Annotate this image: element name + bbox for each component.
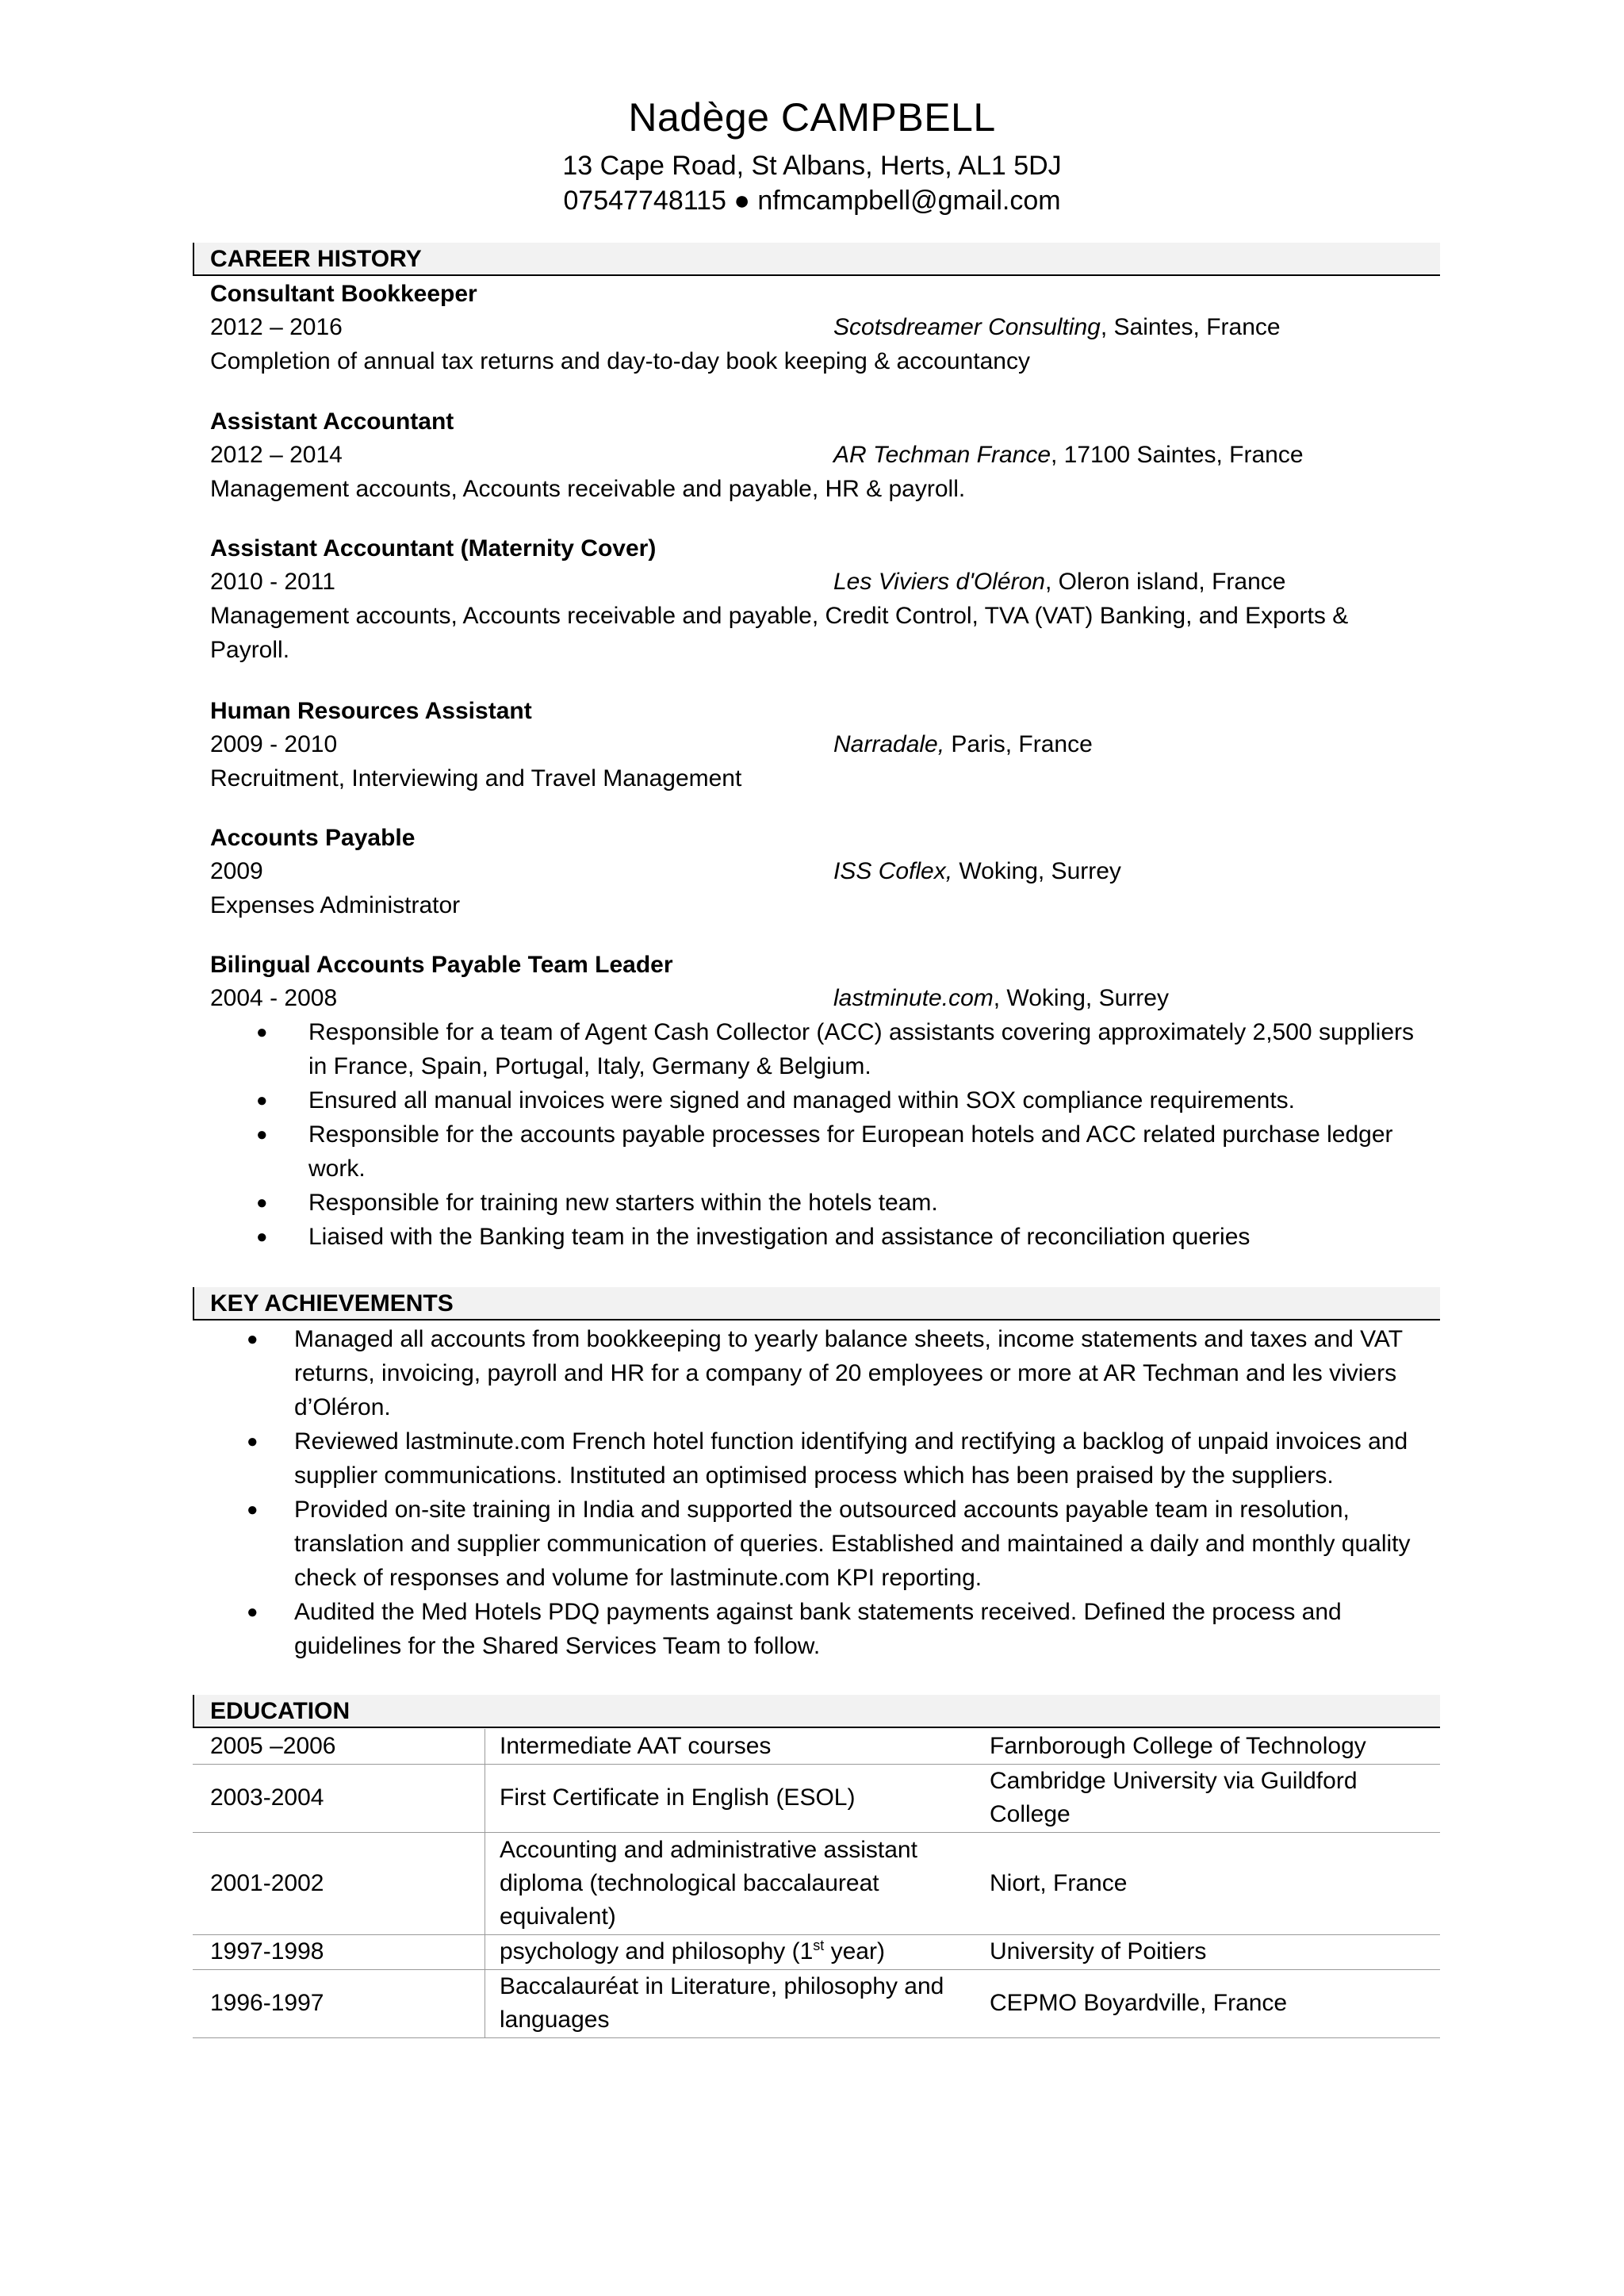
table-row — [193, 1934, 1440, 1969]
achievement-text: Reviewed lastminute.com French hotel function identifying and rectifying a backlog of unpaid invoices and supplier communications. Instituted an optimised process which has been praised by the suppliers. — [294, 1428, 1408, 1489]
company-name: Narradale, — [833, 731, 945, 757]
course-text: year) — [824, 1938, 885, 1964]
job-employer — [833, 855, 1121, 888]
edu-years: 2005 –2006 — [193, 1729, 485, 1764]
section-heading-career: CAREER HISTORY — [193, 243, 1440, 276]
course-superscript: st — [813, 1938, 825, 1953]
table-row — [193, 1969, 1440, 2037]
company-name: Les Viviers d'Oléron — [833, 569, 1045, 595]
job-entry — [210, 695, 1439, 795]
candidate-name: Nadège CAMPBELL — [628, 95, 996, 140]
bullet-text: Responsible for training new starters within the hotels team. — [308, 1190, 938, 1216]
bullet-icon: ● — [256, 1124, 268, 1145]
edu-institution: Niort, France — [971, 1832, 1440, 1934]
job-period: 2012 – 2016 — [210, 314, 343, 340]
edu-years: 1997-1998 — [193, 1934, 485, 1969]
job-description: Expenses Administrator — [210, 892, 461, 918]
table-row — [193, 1729, 1440, 1764]
job-description: Management accounts, Accounts receivable and payable, Credit Control, TVA (VAT) Banking, and Exports & Payroll. — [210, 603, 1349, 663]
job-title: Assistant Accountant — [210, 408, 454, 435]
bullet-text: Responsible for the accounts payable processes for European hotels and ACC related purchase ledger work. — [308, 1121, 1393, 1182]
company-name: AR Techman France — [833, 442, 1051, 468]
edu-institution: Cambridge University via Guildford College — [971, 1764, 1440, 1832]
edu-course: Accounting and administrative assistant diploma (technological baccalaureat equivalent) — [485, 1832, 971, 1934]
bullet-text: Responsible for a team of Agent Cash Collector (ACC) assistants covering approximately 2,500 suppliers in France, Spain, Portugal, Italy, Germany & Belgium. — [308, 1019, 1415, 1079]
company-location: Paris, France — [944, 731, 1093, 757]
job-title: Accounts Payable — [210, 825, 416, 851]
table-row — [193, 1764, 1440, 1832]
list-item — [210, 1083, 1431, 1117]
section-heading-education: EDUCATION — [193, 1695, 1440, 1728]
course-text: psychology and philosophy (1 — [500, 1938, 814, 1964]
company-name: Scotsdreamer Consulting — [833, 314, 1101, 340]
job-entry — [210, 949, 1439, 1254]
job-employer — [833, 565, 1285, 599]
job-employer — [833, 728, 1093, 761]
job-period: 2004 - 2008 — [210, 985, 338, 1011]
achievement-text: Audited the Med Hotels PDQ payments against bank statements received. Defined the process and guidelines for the Shared Services Team to follow. — [294, 1599, 1342, 1659]
company-location: , Woking, Surrey — [993, 985, 1169, 1011]
section-heading-achievements: KEY ACHIEVEMENTS — [193, 1287, 1440, 1320]
list-item — [210, 1186, 1431, 1220]
candidate-contact: 07547748115 ● nfmcampbell@gmail.com — [563, 186, 1061, 216]
job-title: Consultant Bookkeeper — [210, 281, 477, 307]
bullet-text: Ensured all manual invoices were signed and managed within SOX compliance requirements. — [308, 1087, 1296, 1114]
bullet-text: Liaised with the Banking team in the investigation and assistance of reconciliation queries — [308, 1224, 1251, 1250]
list-item — [193, 1322, 1440, 1424]
edu-years: 1996-1997 — [193, 1969, 485, 2037]
list-item — [193, 1493, 1440, 1595]
list-item — [210, 1117, 1431, 1186]
company-location: , 17100 Saintes, France — [1051, 442, 1304, 468]
edu-institution: CEPMO Boyardville, France — [971, 1969, 1440, 2037]
bullet-icon: ● — [247, 1601, 259, 1623]
company-location: , Saintes, France — [1100, 314, 1281, 340]
bullet-icon: ● — [256, 1022, 268, 1043]
company-location: , Oleron island, France — [1044, 569, 1286, 595]
job-entry — [210, 278, 1439, 378]
job-entry — [210, 532, 1439, 667]
edu-institution: Farnborough College of Technology — [971, 1729, 1440, 1764]
list-item — [210, 1015, 1431, 1083]
edu-course — [485, 1934, 971, 1969]
job-period: 2009 — [210, 858, 263, 884]
candidate-address: 13 Cape Road, St Albans, Herts, AL1 5DJ — [562, 151, 1062, 181]
table-row — [193, 1832, 1440, 1934]
edu-years: 2003-2004 — [193, 1764, 485, 1832]
bullet-icon: ● — [247, 1431, 259, 1452]
list-item — [193, 1424, 1440, 1493]
list-item — [210, 1220, 1431, 1254]
job-title: Human Resources Assistant — [210, 698, 532, 724]
achievement-text: Managed all accounts from bookkeeping to yearly balance sheets, income statements and taxes and VAT returns, invoicing, payroll and HR for a company of 20 employees or more at AR Techman and les viviers d’Oléron. — [294, 1326, 1403, 1420]
job-period: 2012 – 2014 — [210, 442, 343, 468]
achievements-list — [193, 1322, 1440, 1663]
job-period: 2010 - 2011 — [210, 569, 335, 595]
job-entry — [210, 822, 1439, 922]
job-title: Assistant Accountant (Maternity Cover) — [210, 535, 657, 562]
job-title: Bilingual Accounts Payable Team Leader — [210, 952, 673, 978]
edu-course: Baccalauréat in Literature, philosophy and languages — [485, 1969, 971, 2037]
bullet-icon: ● — [247, 1499, 259, 1520]
achievement-text: Provided on-site training in India and supported the outsourced accounts payable team in resolution, translation and supplier communication of queries. Established and maintained a daily and monthly quality check of responses and volume for lastminute.com KPI reporting. — [294, 1497, 1411, 1591]
bullet-icon: ● — [247, 1328, 259, 1350]
company-location: Woking, Surrey — [952, 858, 1121, 884]
job-entry — [210, 405, 1439, 506]
job-employer — [833, 982, 1169, 1015]
list-item — [193, 1595, 1440, 1663]
bullet-icon: ● — [256, 1192, 268, 1213]
job-description: Recruitment, Interviewing and Travel Management — [210, 765, 742, 792]
job-period: 2009 - 2010 — [210, 731, 338, 757]
edu-course: First Certificate in English (ESOL) — [485, 1764, 971, 1832]
company-name: ISS Coflex, — [833, 858, 953, 884]
job-description: Completion of annual tax returns and day-to-day book keeping & accountancy — [210, 348, 1030, 374]
edu-course: Intermediate AAT courses — [485, 1729, 971, 1764]
job-bullet-list — [210, 1015, 1439, 1254]
edu-institution: University of Poitiers — [971, 1934, 1440, 1969]
job-employer — [833, 439, 1304, 472]
job-employer — [833, 311, 1281, 344]
education-table — [193, 1729, 1440, 2038]
bullet-icon: ● — [256, 1090, 268, 1111]
bullet-icon: ● — [256, 1226, 268, 1248]
job-description: Management accounts, Accounts receivable and payable, HR & payroll. — [210, 476, 966, 502]
edu-years: 2001-2002 — [193, 1832, 485, 1934]
company-name: lastminute.com — [833, 985, 994, 1011]
